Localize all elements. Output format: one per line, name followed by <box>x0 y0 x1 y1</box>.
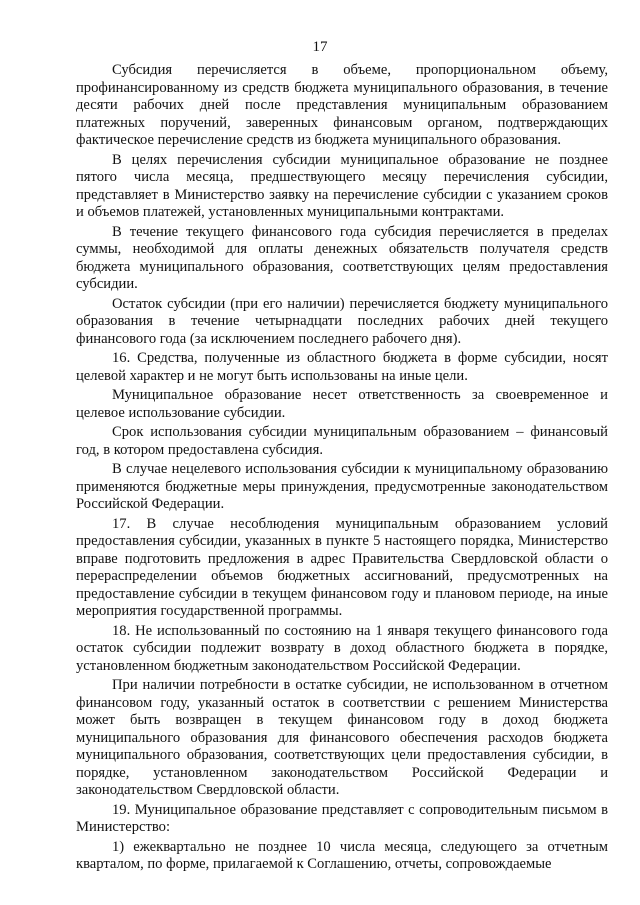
paragraph-item-18: 18. Не использованный по состоянию на 1 января текущего финансового года остаток субсидии подлежит возврату в доход областного бюджета в порядке, установленном бюджетным законодательством Российской Федерации. <box>76 622 608 674</box>
paragraph-transfer-limits: В течение текущего финансового года субсидия перечисляется в пределах суммы, необходимой для оплаты денежных обязательств получателя средств бюджета муниципального образования, соответствующих целям предоставления субсидии. <box>76 223 608 292</box>
paragraph-transfer-request: В целях перечисления субсидии муниципальное образование не позднее пятого числа месяца, предшествующего месяцу перечисления субсидии, представляет в Министерство заявку на перечисление субсидии с указанием сроков и объемов платежей, установленных муниципальными контрактами. <box>76 151 608 220</box>
document-body <box>76 62 608 876</box>
paragraph-misuse-measures: В случае нецелевого использования субсидии к муниципальному образованию применяются бюджетные меры принуждения, предусмотренные законодательством Российской Федерации. <box>76 461 608 512</box>
paragraph-remainder-need: При наличии потребности в остатке субсидии, не использованном в отчетном финансовом году, указанный остаток в соответствии с решением Министерства может быть возвращен в текущем финансовом году в доход бюджета муниципального образования для финансового обеспечения расходов бюджета муниципального образования, соответствующих цели предоставления субсидии, в порядке, установленном законодательством Российской Федерации и законодательством Свердловской области. <box>76 677 608 798</box>
paragraph-item-17: 17. В случае несоблюдения муниципальным образованием условий предоставления субсидии, указанных в пункте 5 настоящего порядка, Министерство вправе подготовить предложения в адрес Правительства Свердловской области о перераспределении объемов бюджетных ассигнований, предусмотренных на предоставление субсидии в текущем финансовом году и плановом периоде, на иные мероприятия государственной программы. <box>76 515 608 619</box>
paragraph-usage-term: Срок использования субсидии муниципальным образованием – финансовый год, в котором предоставлена субсидия. <box>76 424 608 458</box>
paragraph-item-16: 16. Средства, полученные из областного бюджета в форме субсидии, носят целевой характер и не могут быть использованы на иные цели. <box>76 350 608 384</box>
paragraph-quarterly-reports: 1) ежеквартально не позднее 10 числа месяца, следующего за отчетным кварталом, по форме, прилагаемой к Соглашению, отчеты, сопровождаемые <box>76 838 608 872</box>
page-number: 17 <box>312 39 328 55</box>
paragraph-item-19: 19. Муниципальное образование представляет с сопроводительным письмом в Министерство: <box>76 801 608 835</box>
paragraph-responsibility: Муниципальное образование несет ответственность за своевременное и целевое использование субсидии. <box>76 387 608 421</box>
paragraph-subsidy-remainder: Остаток субсидии (при его наличии) перечисляется бюджету муниципального образования в течение четырнадцати последних рабочих дней текущего финансового года (за исключением последнего рабочего дня). <box>76 295 608 347</box>
paragraph-subsidy-transfer-volume: Субсидия перечисляется в объеме, пропорциональном объему, профинансированному из средств бюджета муниципального образования, в течение десяти рабочих дней после представления муниципальным образованием платежных поручений, заверенных финансовым органом, подтверждающих фактическое перечисление средств из бюджета муниципального образования. <box>76 62 608 148</box>
